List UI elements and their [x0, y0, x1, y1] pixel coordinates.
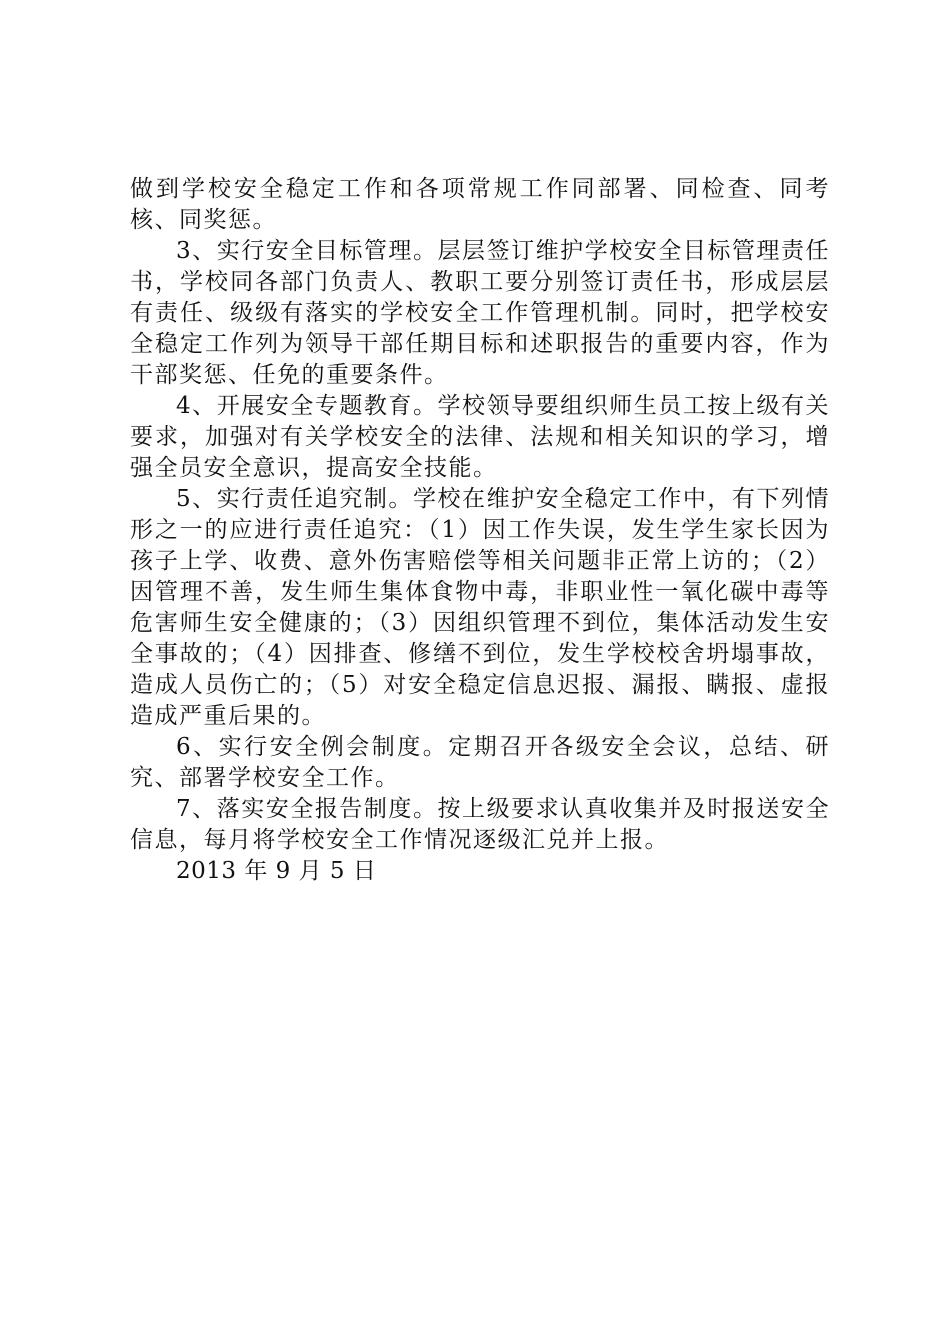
- paragraph-item-6: 6、实行安全例会制度。定期召开各级安全会议，总结、研究、部署学校安全工作。: [130, 734, 830, 791]
- paragraph-item-4: 4、开展安全专题教育。学校领导要组织师生员工按上级有关要求，加强对有关学校安全的法律、法规和相关知识的学习，增强全员安全意识，提高安全技能。: [130, 393, 830, 481]
- paragraph-item-7: 7、落实安全报告制度。按上级要求认真收集并及时报送安全信息，每月将学校安全工作情况逐级汇兑并上报。: [130, 796, 830, 853]
- paragraph-item-3: 3、实行安全目标管理。层层签订维护学校安全目标管理责任书，学校同各部门负责人、教职工要分别签订责任书，形成层层有责任、级级有落实的学校安全工作管理机制。同时，把学校安全稳定工作列为领导干部任期目标和述职报告的重要内容，作为干部奖惩、任免的重要条件。: [130, 238, 830, 388]
- document-date: 2013 年 9 月 5 日: [176, 858, 377, 884]
- paragraph-continuation: 做到学校安全稳定工作和各项常规工作同部署、同检查、同考核、同奖惩。: [130, 176, 830, 233]
- paragraph-item-5: 5、实行责任追究制。学校在维护安全稳定工作中，有下列情形之一的应进行责任追究：（1）因工作失误，发生学生家长因为孩子上学、收费、意外伤害赔偿等相关问题非正常上访的；（2）因管理不善，发生师生集体食物中毒，非职业性一氧化碳中毒等危害师生安全健康的；（3）因组织管理不到位，集体活动发生安全事故的；（4）因排查、修缮不到位，发生学校校舍坍塌事故，造成人员伤亡的；（5）对安全稳定信息迟报、漏报、瞒报、虚报造成严重后果的。: [130, 486, 830, 729]
- document-body: [130, 174, 830, 887]
